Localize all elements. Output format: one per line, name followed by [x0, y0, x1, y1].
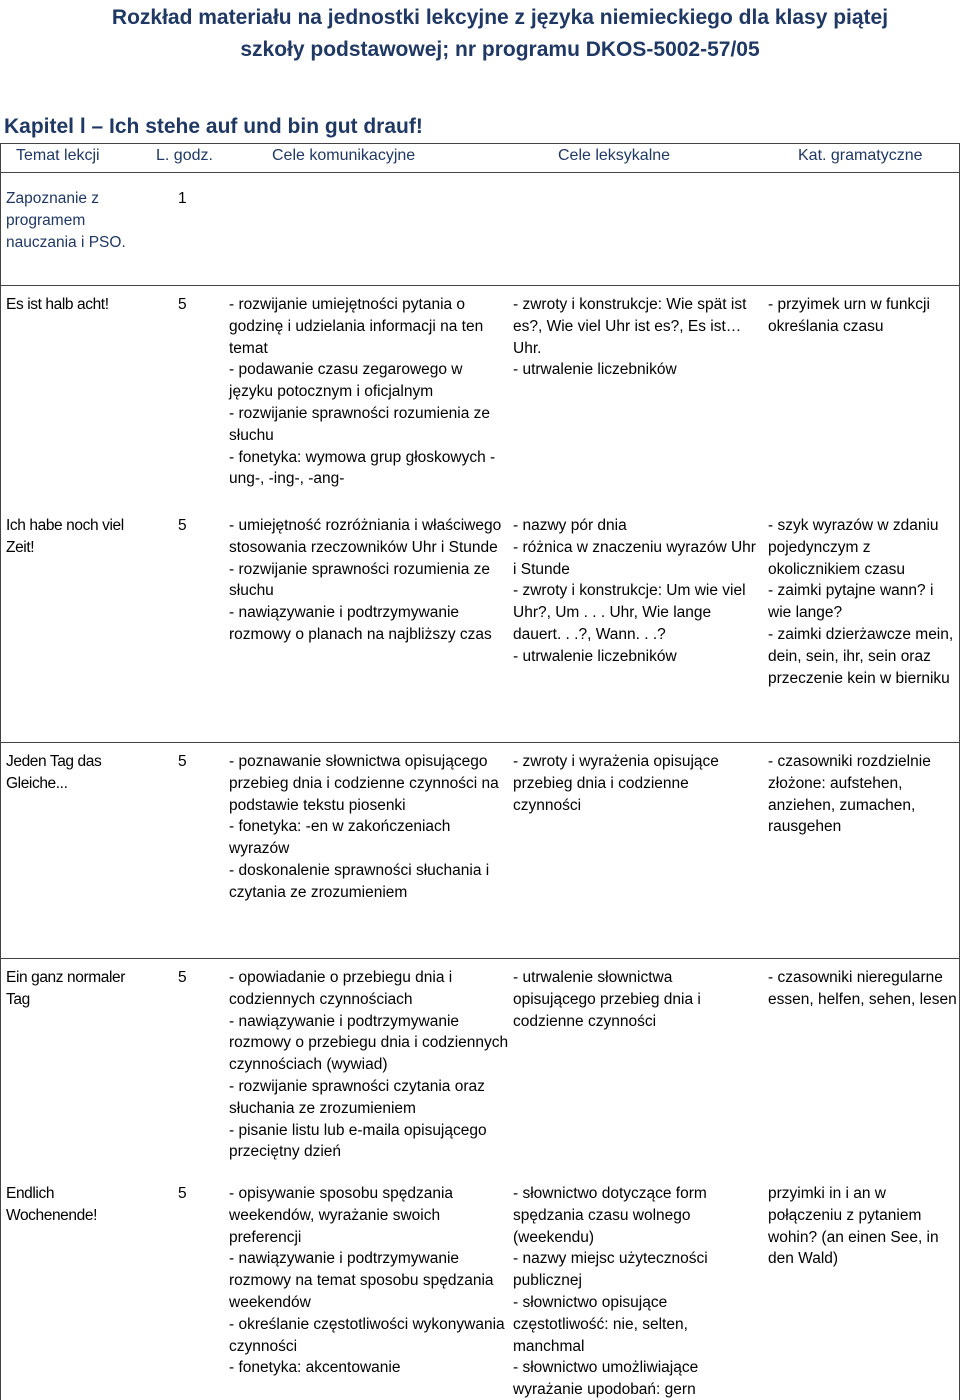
header-hours: L. godz. — [156, 147, 213, 164]
row-divider — [0, 958, 960, 959]
lexical-cell: - zwroty i wyrażenia opisujące przebieg dnia i codzienne czynności — [513, 753, 719, 814]
hours-cell: 5 — [178, 517, 187, 534]
column-divider — [0, 143, 1, 1400]
row-divider — [0, 742, 960, 743]
document-title: Rozkład materiału na jednostki lekcyjne z języka niemieckiego dla klasy piątej szkoły podstawowej; nr programu DKOS-5002-57/05 — [111, 6, 889, 61]
row-divider — [0, 285, 960, 286]
topic-cell: Ich habe noch viel Zeit! — [6, 517, 124, 556]
lexical-cell: - nazwy pór dnia - różnica w znaczeniu wyrazów Uhr i Stunde - zwroty i konstrukcje: Um wie viel Uhr?, Um . . . Uhr, Wie lange dauert. . .?, Wann. . .? - utrwalenie liczebników — [513, 517, 756, 665]
chapter-title: Kapitel l – Ich stehe auf und bin gut drauf! — [4, 115, 423, 138]
lexical-cell: - zwroty i konstrukcje: Wie spät ist es?, Wie viel Uhr ist es?, Es ist… Uhr. - utrwalenie liczebników — [513, 296, 747, 379]
lexical-cell: - utrwalenie słownictwa opisującego przebieg dnia i codzienne czynności — [513, 969, 701, 1030]
hours-cell: 5 — [178, 753, 187, 770]
topic-cell: Zapoznanie z programem nauczania i PSO. — [6, 190, 126, 251]
communicative-cell: - rozwijanie umiejętności pytania o godzinę i udzielania informacji na ten temat - podawanie czasu zegarowego w języku potocznym i oficjalnym - rozwijanie sprawności rozumienia ze słuchu - fonetyka: wymowa grup głoskowych -ung-, -ing-, -ang- — [229, 296, 496, 488]
hours-cell: 5 — [178, 1185, 187, 1202]
communicative-cell: - opisywanie sposobu spędzania weekendów, wyrażanie swoich preferencji - nawiązywanie i podtrzymywanie rozmowy na temat sposobu spędzania weekendów - określanie częstotliwości wykonywania czynności - fonetyka: akcentowanie — [229, 1185, 505, 1377]
communicative-cell: - poznawanie słownictwa opisującego przebieg dnia i codzienne czynności na podstawie tekstu piosenki - fonetyka: -en w zakończeniach wyrazów - doskonalenie sprawności słuchania i czytania ze zrozumieniem — [229, 753, 499, 901]
header-communicative: Cele komunikacyjne — [272, 147, 416, 164]
topic-cell: Endlich Wochenende! — [6, 1185, 97, 1224]
grammar-cell: - czasowniki rozdzielnie złożone: aufstehen, anziehen, zumachen, rausgehen — [768, 753, 931, 836]
hours-cell: 5 — [178, 969, 187, 986]
topic-cell: Es ist halb acht! — [6, 296, 109, 313]
topic-cell: Ein ganz normaler Tag — [6, 969, 125, 1008]
header-topic: Temat lekcji — [16, 147, 100, 164]
communicative-cell: - umiejętność rozróżniania i właściwego stosowania rzeczowników Uhr i Stunde - rozwijanie sprawności rozumienia ze słuchu - nawiązywanie i podtrzymywanie rozmowy o planach na najbliższy czas — [229, 517, 502, 643]
header-lexical: Cele leksykalne — [558, 147, 671, 164]
header-bottom-border — [0, 172, 960, 173]
grammar-cell: - przyimek urn w funkcji określania czasu — [768, 296, 930, 335]
grammar-cell: przyimki in i an w połączeniu z pytaniem wohin? (an einen See, in den Wald) — [768, 1185, 939, 1268]
hours-cell: 1 — [178, 190, 187, 207]
hours-cell: 5 — [178, 296, 187, 313]
grammar-cell: - szyk wyrazów w zdaniu pojedynczym z okolicznikiem czasu - zaimki pytajne wann? i wie lange? - zaimki dzierżawcze mein, dein, sein, ihr, sein oraz przeczenie kein w bierniku — [768, 517, 954, 687]
header-grammar: Kat. gramatyczne — [798, 147, 923, 164]
topic-cell: Jeden Tag das Gleiche... — [6, 753, 102, 792]
grammar-cell: - czasowniki nieregularne essen, helfen, sehen, lesen — [768, 969, 957, 1008]
lexical-cell: - słownictwo dotyczące form spędzania czasu wolnego (weekendu) - nazwy miejsc użyteczności publicznej - słownictwo opisujące częstotliwość: nie, selten, manchmal - słownictwo umożliwiające wyrażanie upodobań: gern — [513, 1185, 708, 1399]
table-top-border — [0, 143, 960, 144]
communicative-cell: - opowiadanie o przebiegu dnia i codziennych czynnościach - nawiązywanie i podtrzymywanie rozmowy o przebiegu dnia i codziennych czynnościach (wywiad) - rozwijanie sprawności czytania oraz słuchania ze zrozumieniem - pisanie listu lub e-maila opisującego przeciętny dzień — [229, 969, 509, 1161]
